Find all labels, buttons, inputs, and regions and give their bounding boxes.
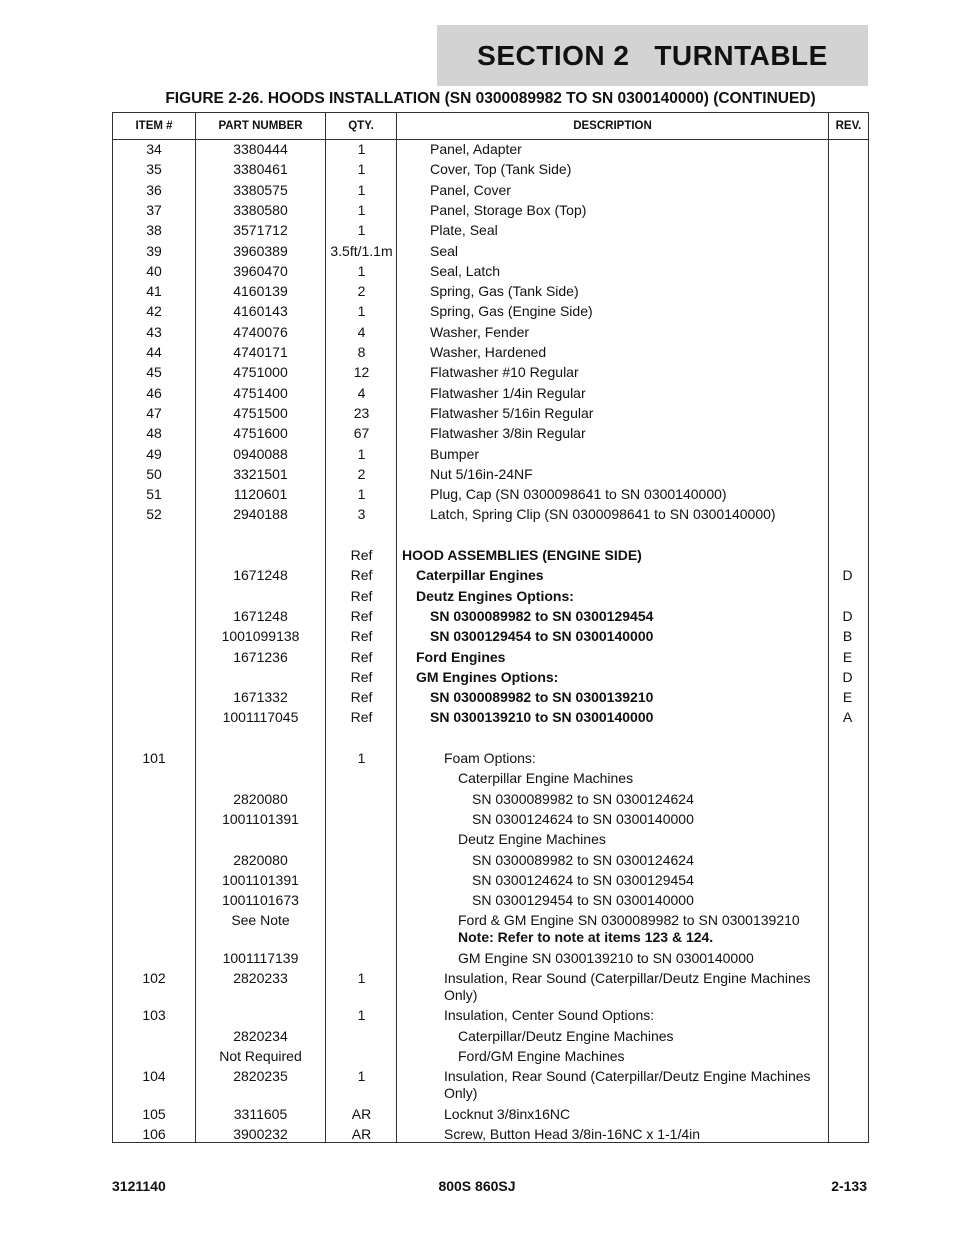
description-cell: Spring, Gas (Tank Side) bbox=[430, 283, 579, 300]
qty-cell: Ref bbox=[350, 668, 373, 685]
part-number-cell: 4751000 bbox=[233, 364, 288, 381]
description-cell: Caterpillar/Deutz Engine Machines bbox=[458, 1027, 674, 1044]
part-number-cell: 2820234 bbox=[233, 1027, 288, 1044]
description-cell: Caterpillar Engine Machines bbox=[458, 770, 634, 787]
description-cell: Ford/GM Engine Machines bbox=[458, 1047, 625, 1064]
qty-cell: 1 bbox=[357, 1007, 366, 1024]
part-number-cell: 3571712 bbox=[233, 222, 288, 239]
part-number-cell: 1001101391 bbox=[222, 810, 299, 827]
qty-cell: 1 bbox=[357, 161, 366, 178]
description-continuation: Only) bbox=[444, 987, 478, 1003]
description-cell: Spring, Gas (Engine Side) bbox=[430, 303, 593, 320]
part-number-cell: 3380575 bbox=[233, 181, 288, 198]
qty-cell: 1 bbox=[357, 750, 366, 766]
item-number-cell: 37 bbox=[146, 201, 162, 218]
description-cell: Foam Options: bbox=[444, 750, 536, 766]
part-number-cell: 3380461 bbox=[233, 161, 288, 178]
part-number-cell: 4740076 bbox=[233, 323, 288, 340]
description-cell: Nut 5/16in-24NF bbox=[430, 465, 533, 482]
header-part-number: PART NUMBER bbox=[218, 120, 303, 132]
description-cell: Caterpillar Engines bbox=[416, 567, 544, 584]
part-number-cell: 1001101391 bbox=[222, 871, 299, 888]
qty-cell: 1 bbox=[357, 445, 366, 462]
item-number-cell: 49 bbox=[146, 445, 162, 462]
item-number-cell: 105 bbox=[142, 1105, 166, 1122]
part-number-cell: 3900232 bbox=[233, 1125, 288, 1142]
part-number-cell: 2940188 bbox=[233, 506, 288, 523]
header-description: DESCRIPTION bbox=[573, 120, 652, 132]
part-number-cell: 3321501 bbox=[233, 465, 288, 482]
qty-cell: 1 bbox=[357, 201, 366, 218]
description-cell: Deutz Engines Options: bbox=[416, 587, 574, 604]
part-number-cell: 2820233 bbox=[233, 970, 288, 986]
item-number-cell: 104 bbox=[142, 1068, 166, 1085]
qty-cell: 1 bbox=[357, 141, 366, 157]
table-header bbox=[113, 113, 868, 140]
item-number-cell: 43 bbox=[146, 323, 162, 340]
part-number-cell: 4160139 bbox=[233, 283, 288, 300]
rev-cell: E bbox=[842, 648, 853, 665]
description-cell: Washer, Fender bbox=[430, 323, 530, 340]
description-cell: SN 0300089982 to SN 0300124624 bbox=[472, 851, 694, 868]
part-number-cell: 3960470 bbox=[233, 262, 288, 279]
qty-cell: Ref bbox=[350, 709, 373, 726]
item-number-cell: 50 bbox=[146, 465, 162, 482]
rev-cell: D bbox=[842, 607, 853, 624]
part-number-cell: 1001099138 bbox=[221, 628, 300, 645]
part-number-cell: Not Required bbox=[219, 1047, 302, 1064]
qty-cell: Ref bbox=[350, 547, 373, 563]
description-note: Note: Refer to note at items 123 & 124. bbox=[458, 929, 714, 946]
qty-cell: Ref bbox=[350, 587, 373, 604]
footer-page-number: 2-133 bbox=[831, 1178, 867, 1194]
item-number-cell: 103 bbox=[142, 1007, 166, 1024]
item-number-cell: 35 bbox=[146, 161, 162, 178]
qty-cell: 3.5ft/1.1m bbox=[330, 242, 393, 259]
header-rev: REV. bbox=[835, 120, 862, 132]
description-cell: Washer, Hardened bbox=[430, 344, 547, 360]
part-number-cell: 1001117045 bbox=[222, 709, 299, 726]
part-number-cell: 4751400 bbox=[233, 384, 288, 401]
description-cell: Flatwasher 3/8in Regular bbox=[430, 425, 586, 442]
item-number-cell: 39 bbox=[146, 242, 162, 259]
rev-cell: D bbox=[842, 668, 853, 685]
part-number-cell: 1671332 bbox=[233, 689, 288, 706]
item-number-cell: 36 bbox=[146, 181, 162, 198]
description-cell: Flatwasher 5/16in Regular bbox=[430, 404, 594, 421]
description-cell: Plate, Seal bbox=[430, 222, 498, 239]
item-number-cell: 101 bbox=[142, 750, 166, 766]
part-number-cell: 1671248 bbox=[233, 607, 288, 624]
part-number-cell: 1001101673 bbox=[222, 892, 299, 909]
description-cell: SN 0300124624 to SN 0300140000 bbox=[472, 810, 694, 827]
description-cell: Insulation, Rear Sound (Caterpillar/Deutz Engine Machines bbox=[444, 1068, 811, 1085]
item-number-cell: 106 bbox=[142, 1125, 166, 1142]
item-number-cell: 47 bbox=[146, 404, 162, 421]
description-cell: GM Engines Options: bbox=[416, 668, 559, 685]
description-cell: Bumper bbox=[430, 445, 480, 462]
part-number-cell: 3380580 bbox=[233, 201, 288, 218]
qty-cell: 12 bbox=[353, 364, 370, 381]
qty-cell: 1 bbox=[357, 181, 366, 198]
qty-cell: 1 bbox=[357, 303, 366, 320]
header-qty: QTY. bbox=[348, 120, 374, 132]
description-cell: Locknut 3/8inx16NC bbox=[444, 1105, 571, 1122]
qty-cell: 1 bbox=[357, 486, 366, 503]
description-cell: SN 0300129454 to SN 0300140000 bbox=[430, 628, 654, 645]
part-number-cell: 2820080 bbox=[233, 790, 288, 807]
rev-cell: A bbox=[842, 709, 853, 726]
part-number-cell: 3960389 bbox=[233, 242, 288, 259]
item-number-cell: 38 bbox=[146, 222, 162, 239]
description-continuation: Only) bbox=[444, 1085, 478, 1102]
qty-cell: 23 bbox=[353, 404, 370, 421]
description-cell: Screw, Button Head 3/8in-16NC x 1-1/4in bbox=[444, 1125, 701, 1142]
description-cell: Seal bbox=[430, 242, 459, 259]
description-cell: GM Engine SN 0300139210 to SN 0300140000 bbox=[458, 949, 754, 966]
part-number-cell: 1120601 bbox=[233, 486, 288, 503]
description-cell: HOOD ASSEMBLIES (ENGINE SIDE) bbox=[402, 547, 642, 563]
qty-cell: 4 bbox=[357, 384, 366, 401]
rev-cell: E bbox=[842, 689, 853, 706]
description-cell: Insulation, Rear Sound (Caterpillar/Deutz Engine Machines bbox=[444, 970, 811, 986]
qty-cell: Ref bbox=[350, 628, 373, 645]
section-title: SECTION 2 TURNTABLE bbox=[477, 39, 828, 71]
header-item: ITEM # bbox=[135, 120, 173, 132]
rev-cell: B bbox=[842, 628, 853, 645]
description-cell: Latch, Spring Clip (SN 0300098641 to SN 0300140000) bbox=[430, 506, 776, 523]
description-cell: Panel, Storage Box (Top) bbox=[430, 201, 587, 218]
item-number-cell: 42 bbox=[146, 303, 162, 320]
part-number-cell: 3311605 bbox=[233, 1105, 288, 1122]
qty-cell: 4 bbox=[357, 323, 366, 340]
rev-cell: D bbox=[842, 567, 853, 584]
part-number-cell: 0940088 bbox=[233, 445, 288, 462]
item-number-cell: 46 bbox=[146, 384, 162, 401]
qty-cell: Ref bbox=[350, 648, 373, 665]
description-cell: SN 0300089982 to SN 0300129454 bbox=[430, 607, 654, 624]
part-number-cell: 4751600 bbox=[233, 425, 288, 442]
description-cell: Panel, Adapter bbox=[430, 141, 522, 157]
qty-cell: Ref bbox=[350, 567, 373, 584]
part-number-cell: 4740171 bbox=[233, 344, 288, 360]
qty-cell: 1 bbox=[357, 262, 366, 279]
description-cell: Insulation, Center Sound Options: bbox=[444, 1007, 655, 1024]
description-cell: SN 0300139210 to SN 0300140000 bbox=[430, 709, 654, 726]
description-cell: Ford Engines bbox=[416, 648, 506, 665]
item-number-cell: 45 bbox=[146, 364, 162, 381]
item-number-cell: 44 bbox=[146, 344, 162, 360]
description-cell: Plug, Cap (SN 0300098641 to SN 0300140000) bbox=[430, 486, 727, 503]
description-cell: Seal, Latch bbox=[430, 262, 501, 279]
item-number-cell: 102 bbox=[142, 970, 166, 986]
parts-table bbox=[112, 112, 869, 1143]
qty-cell: 67 bbox=[353, 425, 370, 442]
part-number-cell: 4160143 bbox=[233, 303, 288, 320]
part-number-cell: 4751500 bbox=[233, 404, 288, 421]
qty-cell: Ref bbox=[350, 607, 373, 624]
description-cell: SN 0300124624 to SN 0300129454 bbox=[472, 871, 694, 888]
description-cell: SN 0300089982 to SN 0300139210 bbox=[430, 689, 654, 706]
description-cell: Deutz Engine Machines bbox=[458, 831, 606, 848]
description-cell: Ford & GM Engine SN 0300089982 to SN 0300139210 bbox=[458, 912, 800, 929]
part-number-cell: 1671248 bbox=[233, 567, 288, 584]
figure-title: FIGURE 2-26. HOODS INSTALLATION (SN 0300089982 TO SN 0300140000) (CONTINUED) bbox=[165, 90, 816, 107]
qty-cell: 2 bbox=[357, 283, 366, 300]
item-number-cell: 51 bbox=[146, 486, 162, 503]
item-number-cell: 48 bbox=[146, 425, 162, 442]
part-number-cell: 1671236 bbox=[233, 648, 288, 665]
item-number-cell: 34 bbox=[146, 141, 162, 157]
part-number-cell: 2820235 bbox=[233, 1068, 288, 1085]
part-number-cell: 2820080 bbox=[233, 851, 288, 868]
qty-cell: 8 bbox=[357, 344, 366, 360]
part-number-cell: See Note bbox=[231, 912, 290, 929]
qty-cell: 1 bbox=[357, 222, 366, 239]
qty-cell: 1 bbox=[357, 970, 366, 986]
item-number-cell: 52 bbox=[146, 506, 162, 523]
item-number-cell: 40 bbox=[146, 262, 162, 279]
qty-cell: 2 bbox=[357, 465, 366, 482]
description-cell: Flatwasher 1/4in Regular bbox=[430, 384, 586, 401]
qty-cell: AR bbox=[351, 1105, 372, 1122]
part-number-cell: 3380444 bbox=[233, 141, 288, 157]
footer-doc-number: 3121140 bbox=[112, 1178, 166, 1194]
footer-model: 800S 860SJ bbox=[438, 1178, 516, 1194]
description-cell: SN 0300129454 to SN 0300140000 bbox=[472, 892, 694, 909]
description-cell: Panel, Cover bbox=[430, 181, 511, 198]
description-cell: Cover, Top (Tank Side) bbox=[430, 161, 572, 178]
description-cell: SN 0300089982 to SN 0300124624 bbox=[472, 790, 694, 807]
part-number-cell: 1001117139 bbox=[222, 949, 299, 966]
qty-cell: 1 bbox=[357, 1068, 366, 1085]
qty-cell: AR bbox=[351, 1125, 372, 1142]
item-number-cell: 41 bbox=[146, 283, 162, 300]
qty-cell: Ref bbox=[350, 689, 373, 706]
section-banner bbox=[437, 25, 868, 86]
qty-cell: 3 bbox=[357, 506, 366, 523]
description-cell: Flatwasher #10 Regular bbox=[430, 364, 579, 381]
